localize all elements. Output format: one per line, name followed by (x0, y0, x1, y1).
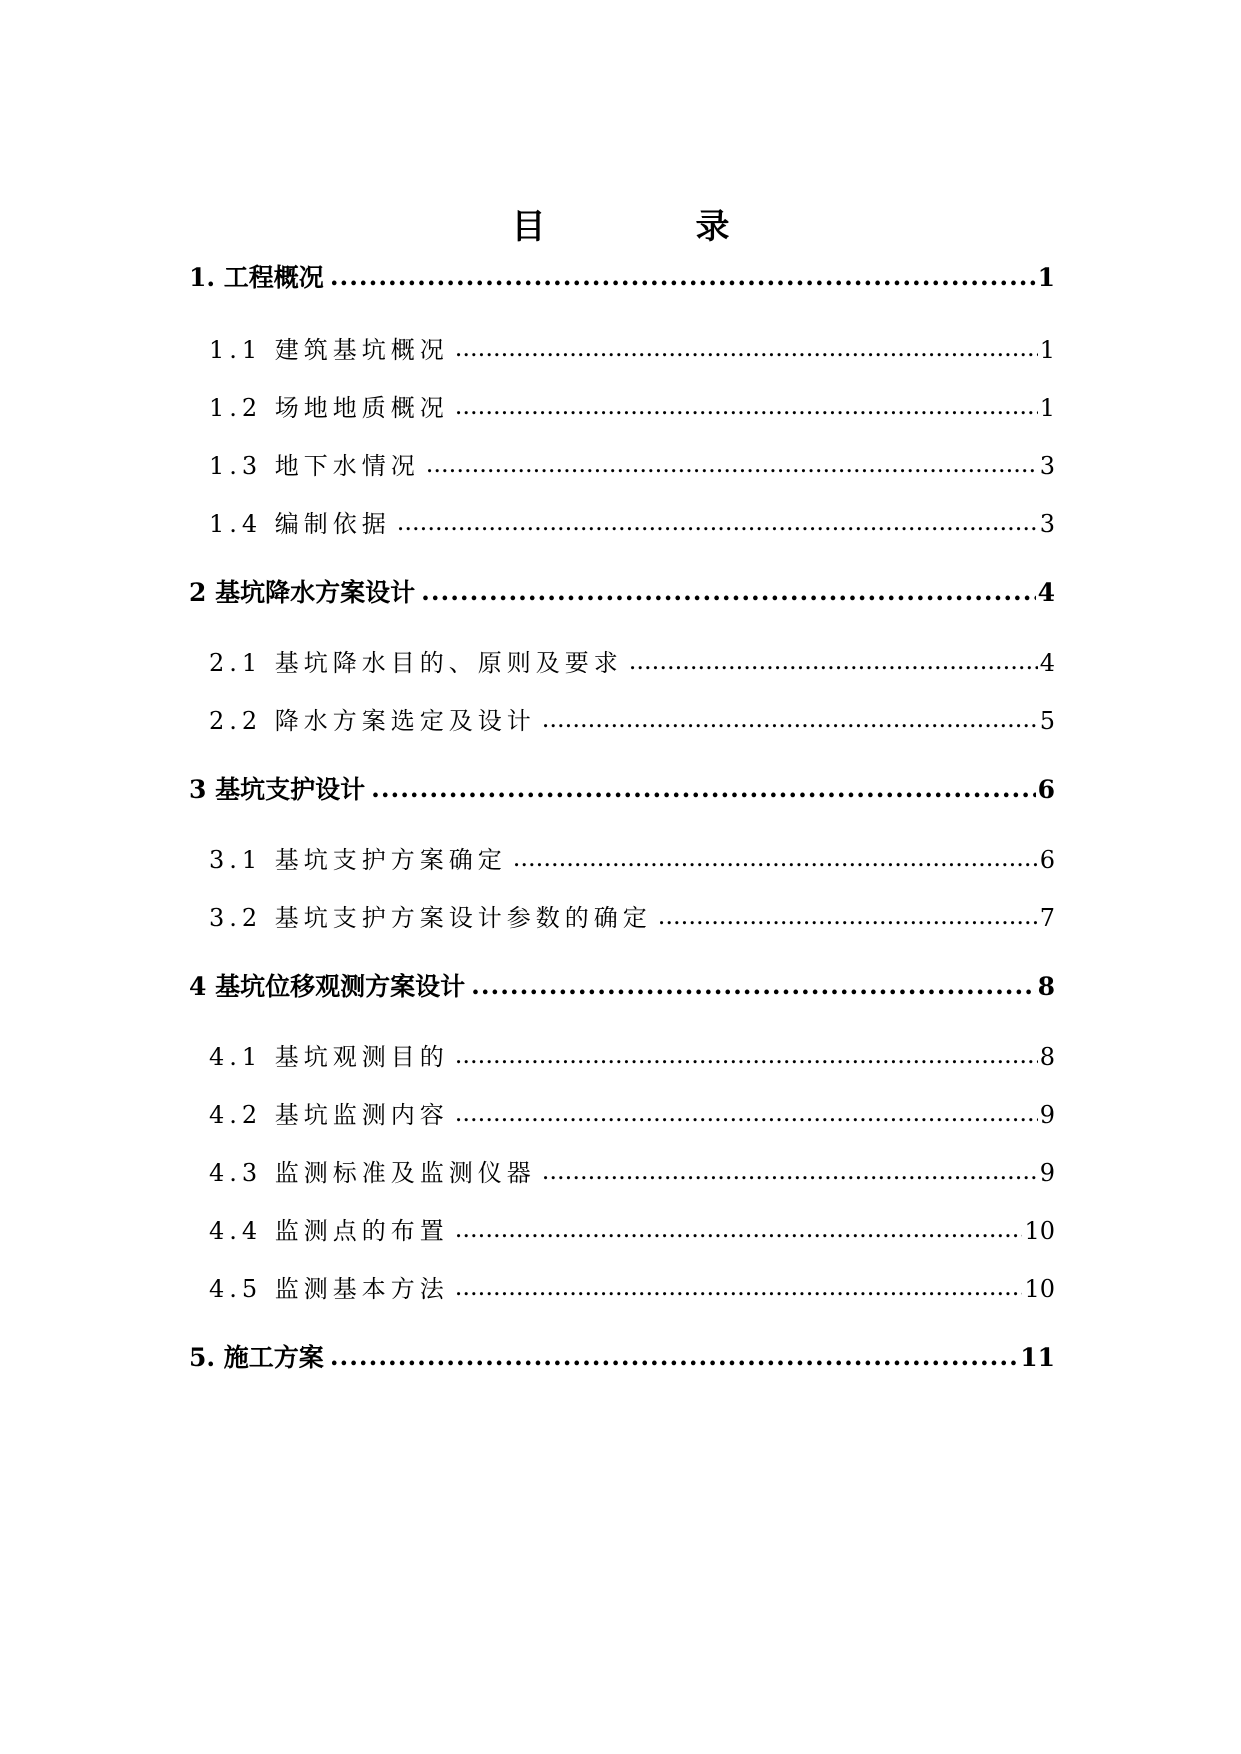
dot-leader (455, 1217, 1023, 1241)
toc-section-entry[interactable] (209, 330, 1055, 365)
dot-leader (455, 394, 1038, 418)
toc-section-entry[interactable] (209, 446, 1055, 481)
toc-entry-label: 1.3 地下水情况 (209, 452, 420, 480)
dot-leader (426, 452, 1038, 476)
toc-entry-label: 4.3 监测标准及监测仪器 (209, 1159, 536, 1187)
toc-section-entry[interactable] (209, 701, 1055, 736)
toc-chapter-entry[interactable] (189, 770, 1055, 806)
toc-entry-label: 4.4 监测点的布置 (209, 1217, 449, 1245)
toc-entry-label: 5. 施工方案 (189, 1343, 324, 1372)
toc-entry-label: 1.4 编制依据 (209, 510, 391, 538)
dot-leader (330, 264, 1036, 289)
toc-section-entry[interactable] (209, 840, 1055, 875)
toc-entry-label: 1.1 建筑基坑概况 (209, 336, 449, 364)
dot-leader (658, 904, 1038, 928)
toc-section-entry[interactable] (209, 504, 1055, 539)
toc-entry-label: 4 基坑位移观测方案设计 (189, 972, 466, 1001)
toc-entry-label: 3.1 基坑支护方案确定 (209, 846, 507, 874)
toc-section-entry[interactable] (209, 1095, 1055, 1130)
dot-leader (397, 510, 1038, 534)
toc-page-number: 3 (1039, 452, 1055, 480)
toc-entry-label: 2.2 降水方案选定及设计 (209, 707, 536, 735)
toc-page-number: 1 (1039, 336, 1055, 364)
toc-section-entry[interactable] (209, 1211, 1055, 1246)
toc-section-entry[interactable] (209, 643, 1055, 678)
toc-page-number: 1 (1037, 263, 1055, 292)
toc-section-entry[interactable] (209, 388, 1055, 423)
toc-chapter-entry[interactable] (189, 1338, 1055, 1374)
toc-section-entry[interactable] (209, 1269, 1055, 1304)
toc-page-number: 10 (1024, 1217, 1055, 1245)
toc-entry-label: 4.1 基坑观测目的 (209, 1043, 449, 1071)
toc-page-number: 9 (1039, 1159, 1055, 1187)
toc-entry-label: 4.5 监测基本方法 (209, 1275, 449, 1303)
dot-leader (455, 1275, 1023, 1299)
toc-page-number: 7 (1039, 904, 1055, 932)
toc-entry-label: 4.2 基坑监测内容 (209, 1101, 449, 1129)
toc-entry-label: 3 基坑支护设计 (189, 775, 366, 804)
toc-page-number: 1 (1039, 394, 1055, 422)
dot-leader (542, 707, 1038, 731)
toc-page-number: 11 (1020, 1343, 1055, 1372)
toc-entry-label: 2.1 基坑降水目的、原则及要求 (209, 649, 623, 677)
dot-leader (542, 1159, 1038, 1183)
toc-page-number: 3 (1039, 510, 1055, 538)
toc-chapter-entry[interactable] (189, 258, 1055, 294)
toc-page-number: 6 (1037, 775, 1055, 804)
toc-chapter-entry[interactable] (189, 967, 1055, 1003)
toc-page-number: 5 (1039, 707, 1055, 735)
dot-leader (330, 1344, 1018, 1369)
toc-section-entry[interactable] (209, 1153, 1055, 1188)
dot-leader (629, 649, 1038, 673)
toc-entry-label: 1.2 场地地质概况 (209, 394, 449, 422)
toc-page-number: 9 (1039, 1101, 1055, 1129)
toc-section-entry[interactable] (209, 1037, 1055, 1072)
dot-leader (455, 1043, 1038, 1067)
toc-page-number: 4 (1039, 649, 1055, 677)
toc-page-number: 8 (1037, 972, 1055, 1001)
dot-leader (471, 973, 1035, 998)
dot-leader (455, 1101, 1038, 1125)
dot-leader (371, 776, 1035, 801)
toc-page-number: 10 (1024, 1275, 1055, 1303)
dot-leader (421, 579, 1035, 604)
toc-page-number: 8 (1039, 1043, 1055, 1071)
toc-entry-label: 1. 工程概况 (189, 263, 324, 292)
dot-leader (455, 336, 1038, 360)
toc-entry-label: 2 基坑降水方案设计 (189, 578, 416, 607)
toc-section-entry[interactable] (209, 898, 1055, 933)
toc-page-number: 4 (1037, 578, 1055, 607)
toc-entry-label: 3.2 基坑支护方案设计参数的确定 (209, 904, 652, 932)
toc-chapter-entry[interactable] (189, 573, 1055, 609)
toc-page-number: 6 (1039, 846, 1055, 874)
dot-leader (513, 846, 1038, 870)
toc-title: 目 录 (511, 207, 788, 247)
